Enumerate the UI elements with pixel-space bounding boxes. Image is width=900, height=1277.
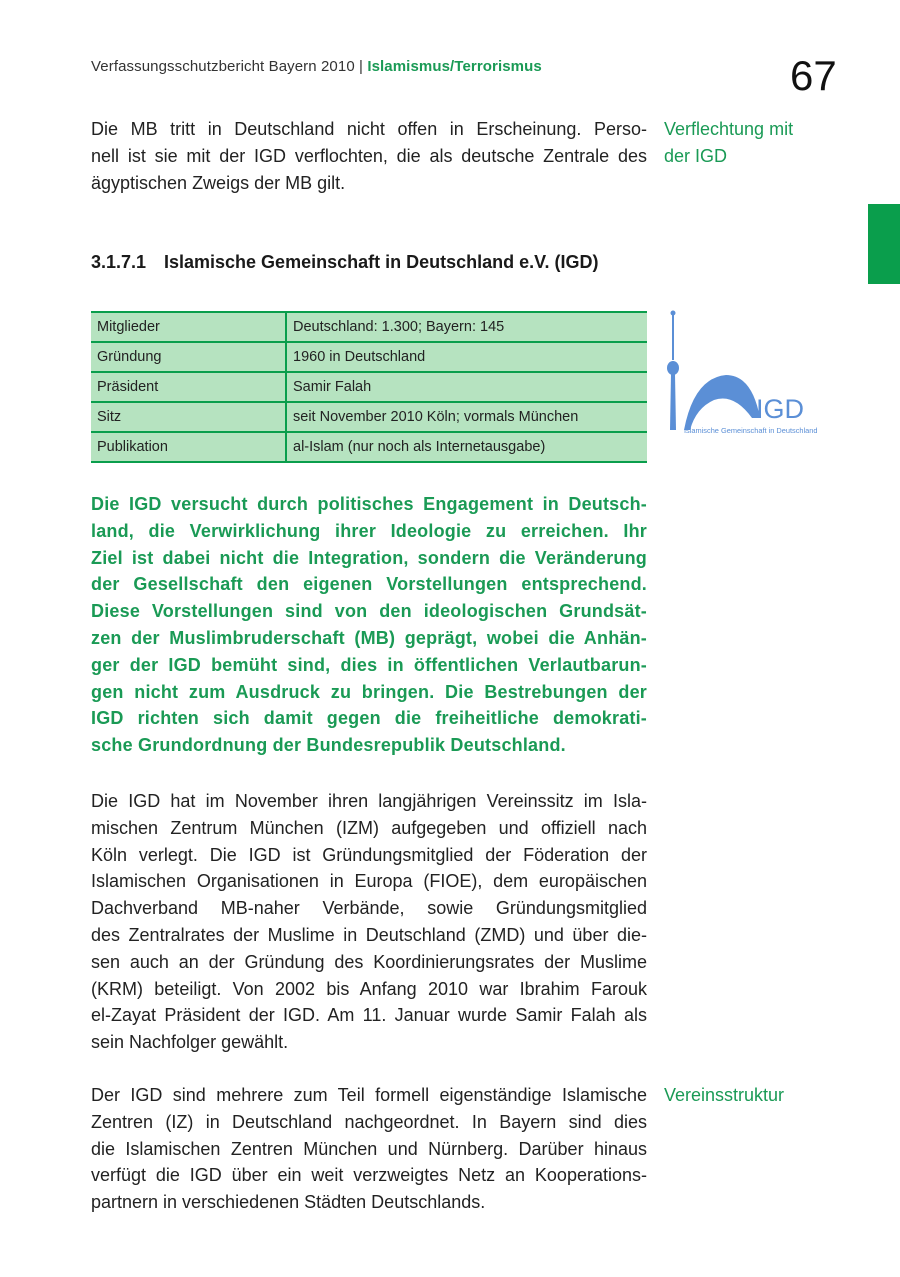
intro-paragraph xyxy=(91,116,647,196)
paragraph-history xyxy=(91,788,647,1056)
fact-key: Präsident xyxy=(91,372,286,402)
text-line: Die IGD hat im November ihren langjährigen Vereinssitz im Isla- xyxy=(91,791,647,811)
text-line: Ziel ist dabei nicht die Integration, sondern die Veränderung xyxy=(91,547,647,568)
logo-tagline: Islamische Gemeinschaft in Deutschland xyxy=(684,426,818,435)
table-row xyxy=(91,342,647,372)
fact-value: al-Islam (nur noch als Internetausgabe) xyxy=(286,432,647,462)
text-line: sche Grundordnung der Bundesrepublik Deutschland. xyxy=(91,735,566,756)
text-line: Dachverband MB-naher Verbände, sowie Gründungsmitglied xyxy=(91,898,647,919)
text-line: verfügt die IGD über ein weit verzweigtes Netz an Kooperations- xyxy=(91,1165,647,1186)
page-number: 67 xyxy=(790,52,837,99)
margin-note-vereinsstruktur: Vereinsstruktur xyxy=(664,1085,785,1105)
text-line: des Zentralrates der Muslime in Deutschland (ZMD) und über die- xyxy=(91,924,647,945)
fact-value: seit November 2010 Köln; vormals München xyxy=(286,402,647,432)
text-line: el-Zayat Präsident der IGD. Am 11. Januar wurde Samir Falah als xyxy=(91,1005,647,1026)
text-line: Die IGD versucht durch politisches Engagement in Deutsch- xyxy=(91,494,647,514)
igd-logo-icon xyxy=(664,308,844,438)
text-line: mischen Zentrum München (IZM) aufgegeben und offiziell nach xyxy=(91,817,647,838)
margin-note-verflechtung xyxy=(664,116,793,170)
fact-value: Samir Falah xyxy=(286,372,647,402)
header-separator: | xyxy=(359,58,364,75)
logo-acronym: IGD xyxy=(756,394,805,424)
text-line: Zentren (IZ) in Deutschland nachgeordnet. In Bayern sind dies xyxy=(91,1111,647,1132)
fact-key: Publikation xyxy=(91,432,286,462)
heading-title: Islamische Gemeinschaft in Deutschland e.V. (IGD) xyxy=(164,252,599,272)
text-line: ger der IGD bemüht sind, dies in öffentlichen Verlautbarun- xyxy=(91,654,647,675)
text-line: Der IGD sind mehrere zum Teil formell eigenständige Islamische xyxy=(91,1085,647,1105)
lead-paragraph xyxy=(91,491,647,759)
text-line: land, die Verwirklichung ihrer Ideologie zu erreichen. Ihr xyxy=(91,520,647,541)
report-title: Verfassungsschutzbericht Bayern 2010 xyxy=(91,58,355,75)
section-title: Islamismus/Terrorismus xyxy=(367,58,542,75)
heading-number: 3.1.7.1 xyxy=(91,252,147,272)
text-line: IGD richten sich damit gegen die freiheitliche demokrati- xyxy=(91,708,647,729)
running-header xyxy=(91,58,542,75)
text-line: die Islamischen Zentren München und Nürnberg. Darüber hinaus xyxy=(91,1138,647,1159)
fact-value: Deutschland: 1.300; Bayern: 145 xyxy=(286,312,647,342)
text-line: gen nicht zum Ausdruck zu bringen. Die Bestrebungen der xyxy=(91,681,647,702)
table-row xyxy=(91,432,647,462)
section-heading xyxy=(91,252,598,273)
facts-table xyxy=(91,311,647,463)
text-line: Die MB tritt in Deutschland nicht offen in Erscheinung. Perso- xyxy=(91,119,647,139)
text-line: zen der Muslimbruderschaft (MB) geprägt, wobei die Anhän- xyxy=(91,627,647,648)
text-line: partnern in verschiedenen Städten Deutschlands. xyxy=(91,1192,486,1213)
table-row xyxy=(91,372,647,402)
fact-key: Sitz xyxy=(91,402,286,432)
text-line: nell ist sie mit der IGD verflochten, die als deutsche Zentrale des xyxy=(91,145,647,166)
table-row xyxy=(91,312,647,342)
text-line: Diese Vorstellungen sind von den ideologischen Grundsät- xyxy=(91,601,647,622)
text-line: sen auch an der Gründung des Koordinierungsrates der Muslime xyxy=(91,951,647,972)
text-line: Köln verlegt. Die IGD ist Gründungsmitglied der Föderation der xyxy=(91,844,647,865)
chapter-tab-marker xyxy=(868,204,900,284)
fact-value: 1960 in Deutschland xyxy=(286,342,647,372)
text-line: (KRM) beteiligt. Von 2002 bis Anfang 2010 war Ibrahim Farouk xyxy=(91,978,647,999)
table-row xyxy=(91,402,647,432)
text-line: der Gesellschaft den eigenen Vorstellungen entsprechend. xyxy=(91,574,647,595)
margin-note-line: Verflechtung mit xyxy=(664,119,794,139)
text-line: ägyptischen Zweigs der MB gilt. xyxy=(91,172,346,193)
text-line: sein Nachfolger gewählt. xyxy=(91,1032,289,1053)
fact-key: Gründung xyxy=(91,342,286,372)
paragraph-structure xyxy=(91,1082,647,1216)
margin-note-line: der IGD xyxy=(664,146,728,166)
text-line: Islamischen Organisationen in Europa (FIOE), dem europäischen xyxy=(91,871,647,892)
fact-key: Mitglieder xyxy=(91,312,286,342)
